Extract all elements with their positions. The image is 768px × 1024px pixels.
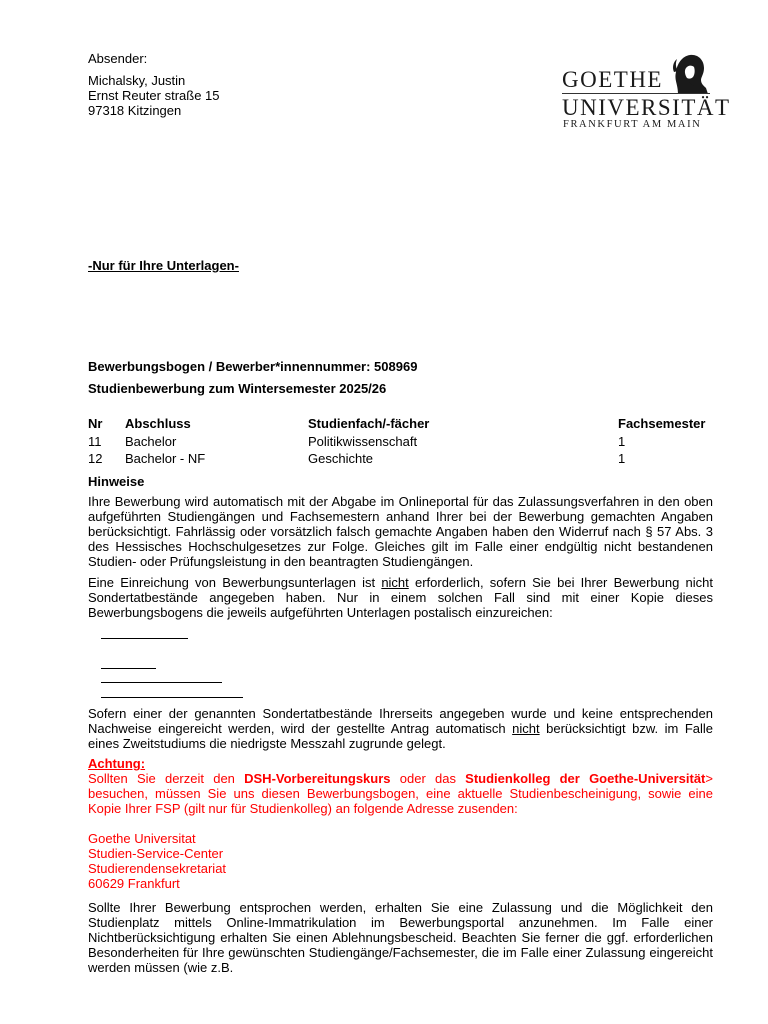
text-segment: erforderlich, sofern Sie bei Ihrer Bewerbung nicht Sondertatbestände angegeben haben. Nur in einem solchen Fall sind mit einer Kopie dieses Bewerbungsbogens die jeweils aufgeführten Unterlagen postalisch einzureichen: — [88, 575, 713, 620]
notes-paragraph-2 — [88, 575, 713, 620]
logo-word-goethe: GOETHE — [562, 67, 663, 92]
sender-label: Absender: — [88, 51, 148, 66]
text-segment: Sollten Sie derzeit den — [88, 771, 245, 786]
blank-line — [101, 638, 188, 639]
table-header-row — [88, 416, 718, 434]
address-line: Studien-Service-Center — [88, 846, 224, 861]
column-header: Studienfach/-fächer — [308, 416, 430, 431]
warning-title: Achtung: — [88, 756, 146, 771]
table-cell: Bachelor — [125, 433, 177, 449]
notes-paragraph-3 — [88, 706, 713, 751]
logo-word-universitaet: UNIVERSITÄT — [562, 95, 731, 120]
table-cell: 1 — [618, 433, 626, 449]
mailing-address — [88, 831, 713, 891]
address-line: Goethe Universitat — [88, 831, 196, 846]
blank-line — [101, 668, 156, 669]
text-segment: > besuchen, müssen Sie uns diesen Bewerbungsbogen, eine aktuelle Studienbescheinigung, sowie eine Kopie Ihrer FSP (gilt nur für Studienkolleg) an folgende Adresse zusenden: — [88, 771, 713, 816]
application-number-heading: Bewerbungsbogen / Bewerber*innennummer: 508969 — [88, 359, 418, 374]
dsh-course-name: DSH-Vorbereitungskurs — [244, 771, 391, 786]
sender-name: Michalsky, Justin — [88, 73, 186, 88]
emphasis-nicht: nicht — [512, 721, 540, 736]
university-logo — [560, 50, 731, 132]
studienkolleg-name: Studienkolleg der Goethe-Universität — [465, 771, 706, 786]
text-segment: oder das — [390, 771, 466, 786]
goethe-portrait-icon — [664, 50, 710, 96]
table-cell: 11 — [88, 433, 102, 449]
address-line: Studierendensekretariat — [88, 861, 227, 876]
semester-heading: Studienbewerbung zum Wintersemester 2025/26 — [88, 381, 387, 396]
column-header: Nr — [88, 416, 103, 431]
warning-text — [88, 771, 713, 816]
sender-city: 97318 Kitzingen — [88, 103, 182, 118]
table-row — [88, 434, 718, 452]
notes-paragraph-1: Ihre Bewerbung wird automatisch mit der Abgabe im Onlineportal für das Zulassungsverfahren in den oben aufgeführten Studiengängen und Fachsemestern anhand Ihrer bei der Bewerbung gemachten Angaben berücksichtigt. Fahrlässig oder vorsätzlich falsch gemachte Angaben haben den Widerruf nach § 57 Abs. 3 des Hessisches Hochschulgesetzes zur Folge. Gleiches gilt im Falle einer endgültig nicht bestandenen Studien- oder Prüfungsleistung in den beantragten Studiengängen. — [88, 494, 713, 569]
notes-title: Hinweise — [88, 474, 145, 489]
records-note: -Nur für Ihre Unterlagen- — [88, 258, 239, 273]
logo-divider — [562, 93, 710, 94]
address-line: 60629 Frankfurt — [88, 876, 180, 891]
column-header: Fachsemester — [618, 416, 706, 431]
blank-line — [101, 697, 243, 698]
text-segment: Eine Einreichung von Bewerbungsunterlagen ist — [88, 575, 382, 590]
column-header: Abschluss — [125, 416, 191, 431]
courses-table — [88, 416, 718, 469]
table-cell: Bachelor - NF — [125, 451, 206, 466]
logo-word-frankfurt: FRANKFURT AM MAIN — [563, 119, 702, 130]
table-cell: 12 — [88, 451, 103, 466]
table-cell: Geschichte — [308, 451, 374, 466]
text-segment: Sofern einer der genannten Sondertatbestände Ihrerseits angegeben wurde und keine entsprechenden Nachweise eingereicht werden, wird der gestellte Antrag automatisch — [88, 706, 713, 736]
sender-block — [88, 51, 220, 118]
table-cell: 1 — [618, 451, 626, 466]
table-cell: Politikwissenschaft — [308, 433, 418, 449]
emphasis-nicht: nicht — [381, 575, 409, 590]
blank-line — [101, 682, 222, 683]
notes-paragraph-4: Sollte Ihrer Bewerbung entsprochen werden, erhalten Sie eine Zulassung und die Möglichkeit den Studienplatz mittels Online-Immatrikulation im Bewerbungsportal anzunehmen. Im Falle einer Nichtberücksichtigung erhalten Sie einen Ablehnungsbescheid. Beachten Sie ferner die ggf. erforderlichen Besonderheiten für Ihre gewünschten Studiengänge/Fachsemester, die im Falle einer Zulassung eingereicht werden müssen (wie z.B. — [88, 900, 713, 975]
sender-street: Ernst Reuter straße 15 — [88, 88, 220, 103]
warning-block — [88, 756, 713, 891]
table-row — [88, 451, 718, 469]
text-segment: berücksichtigt bzw. im Falle eines Zweitstudiums die niedrigste Messzahl zugrunde gelegt. — [88, 721, 713, 751]
